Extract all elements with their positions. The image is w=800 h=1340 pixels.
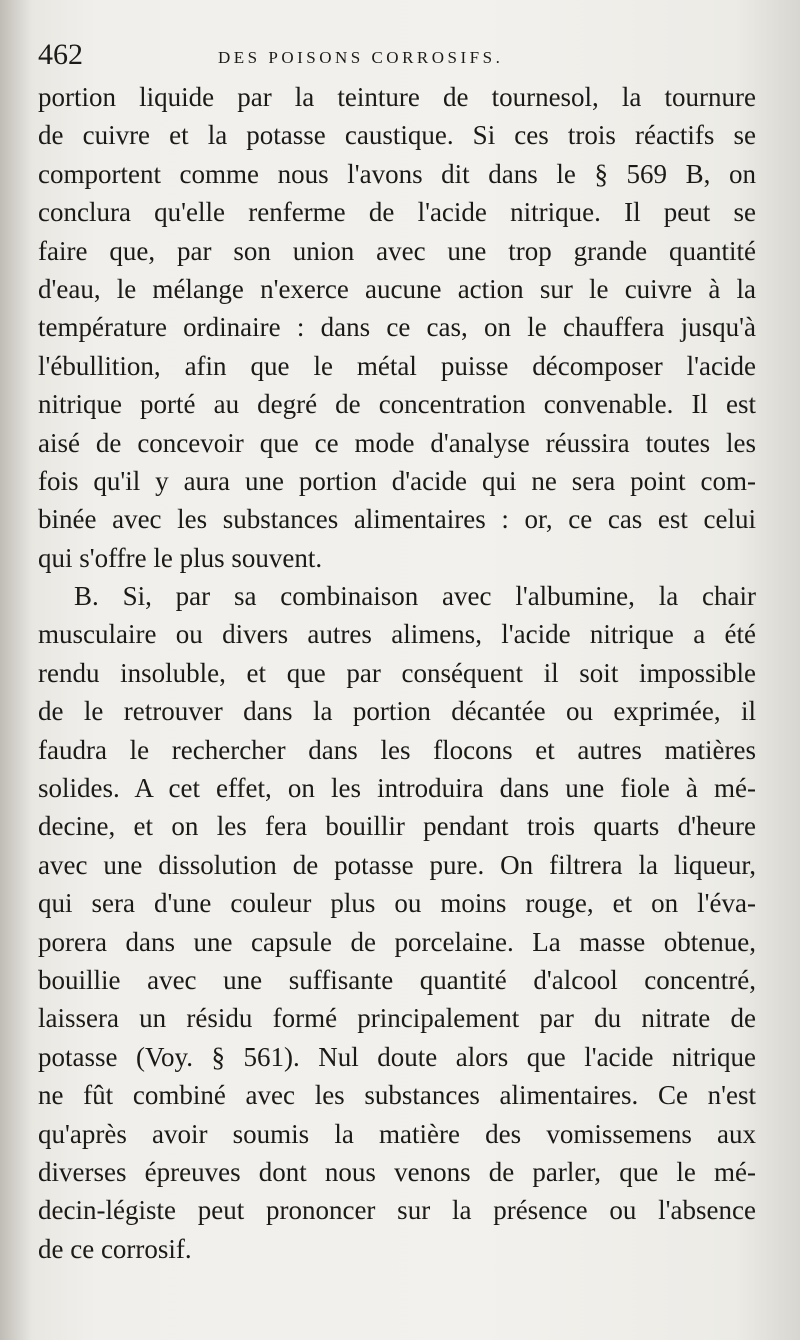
- text-line: binée avec les substances alimentaires : or, ce cas est celui: [38, 504, 756, 535]
- text-line: nitrique porté au degré de concentration convenable. Il est: [38, 389, 756, 420]
- page-number: 462: [38, 38, 83, 71]
- text-line: de le retrouver dans la portion décantée ou exprimée, il: [38, 696, 756, 727]
- text-line: decin-légiste peut prononcer sur la présence ou l'absence: [38, 1195, 756, 1226]
- text-line: solides. A cet effet, on les introduira dans une fiole à mé-: [38, 773, 756, 804]
- text-line: température ordinaire : dans ce cas, on le chauffera jusqu'à: [38, 312, 756, 343]
- text-line: faudra le rechercher dans les flocons et autres matières: [38, 734, 756, 765]
- text-line: B. Si, par sa combinaison avec l'albumine, la chair: [74, 581, 756, 612]
- text-line: avec une dissolution de potasse pure. On filtrera la liqueur,: [38, 849, 756, 880]
- text-line: fois qu'il y aura une portion d'acide qui ne sera point com-: [38, 465, 756, 496]
- text-line: ne fût combiné avec les substances alimentaires. Ce n'est: [38, 1080, 756, 1111]
- text-line: de ce corrosif.: [38, 1233, 192, 1264]
- text-line: porera dans une capsule de porcelaine. La masse obtenue,: [38, 926, 756, 957]
- text-line: decine, et on les fera bouillir pendant trois quarts d'heure: [38, 811, 756, 842]
- paragraph-1: [38, 78, 756, 577]
- body-text: [38, 78, 756, 1268]
- paragraph-2: [38, 577, 756, 1268]
- text-line: potasse (Voy. § 561). Nul doute alors que l'acide nitrique: [38, 1041, 756, 1072]
- text-line: de cuivre et la potasse caustique. Si ces trois réactifs se: [38, 120, 756, 151]
- running-head: DES POISONS CORROSIFS.: [218, 48, 504, 67]
- text-line: conclura qu'elle renferme de l'acide nitrique. Il peut se: [38, 197, 756, 228]
- text-line: diverses épreuves dont nous venons de parler, que le mé-: [38, 1156, 756, 1187]
- text-line: qu'après avoir soumis la matière des vomissemens aux: [38, 1118, 756, 1149]
- text-line: comportent comme nous l'avons dit dans le § 569 B, on: [38, 158, 756, 189]
- text-line: rendu insoluble, et que par conséquent il soit impossible: [38, 657, 756, 688]
- text-line: faire que, par son union avec une trop grande quantité: [38, 235, 756, 266]
- text-line: l'ébullition, afin que le métal puisse décomposer l'acide: [38, 350, 756, 381]
- text-line: aisé de concevoir que ce mode d'analyse réussira toutes les: [38, 427, 756, 458]
- text-line: laissera un résidu formé principalement par du nitrate de: [38, 1003, 756, 1034]
- page-header: [38, 38, 758, 78]
- text-line: qui s'offre le plus souvent.: [38, 542, 323, 573]
- text-line: portion liquide par la teinture de tournesol, la tournure: [38, 82, 756, 112]
- text-line: d'eau, le mélange n'exerce aucune action sur le cuivre à la: [38, 273, 756, 304]
- text-line: qui sera d'une couleur plus ou moins rouge, et on l'éva-: [38, 888, 756, 919]
- text-line: musculaire ou divers autres alimens, l'acide nitrique a été: [38, 619, 756, 650]
- text-line: bouillie avec une suffisante quantité d'alcool concentré,: [38, 964, 756, 995]
